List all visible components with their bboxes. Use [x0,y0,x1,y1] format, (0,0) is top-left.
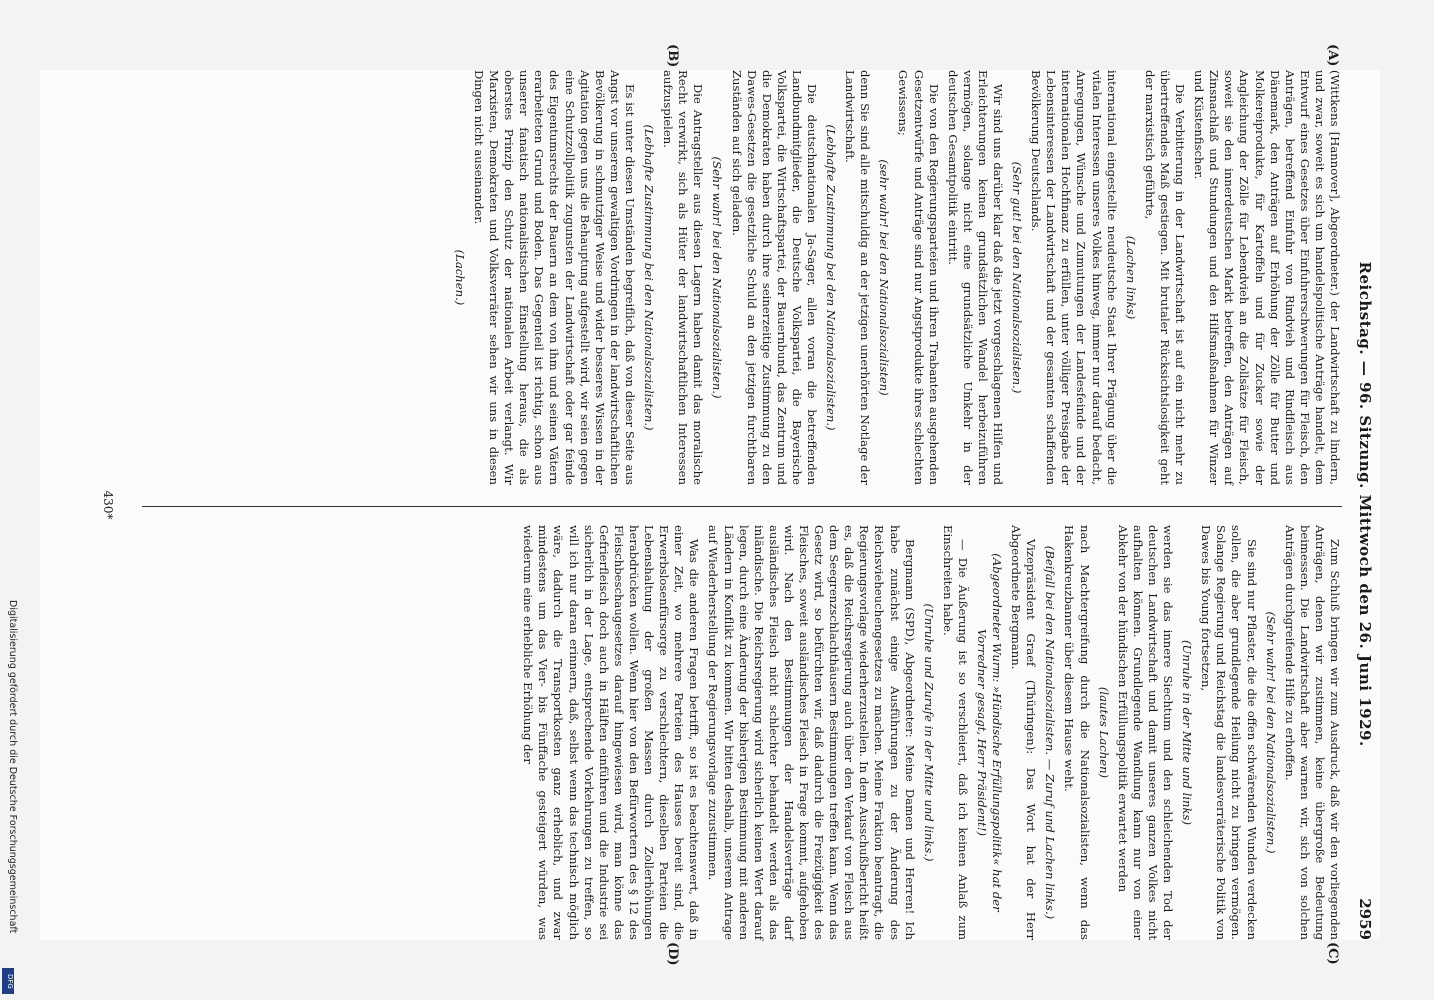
right-column [516,525,1342,940]
stage-direction: (Abgeordneter Wurm: »Hündische Erfüllungspolitik« hat der Vorredner gesagt, Herr Präsident!) [975,553,1005,912]
dfg-logo: DFG [2,968,14,994]
stage-direction: (lautes Lachen) [1096,686,1111,779]
stage-direction: (Unruhe und Zurufe in der Mitte und links.) [921,603,936,862]
stage-direction: (Sehr wahr! bei den Nationalsozialisten.) [1263,611,1278,854]
stage-direction: (Sehr gut! bei den Nationalsozialisten.) [1010,161,1025,394]
stage-direction: (Unruhe in der Mitte und links) [1180,639,1195,826]
paragraph: Was die anderen Fragen betrifft, so ist es beachtenswert, daß in einer Zeit, wo mehrere Parteien des Hauses bereit sind, die Erwerbslosenfürsorge zu verschlechtern, dieselben Parteien die Lebenshaltung der großen Massen durch Zollerhöhungen herabdrücken wollen. Wenn hier von den Befürwortern des § 12 des Fleischbeschaugesetzes darauf hingewiesen wird, man könne das Gefrierfleisch doch auch in Hälften einführen und die Industrie sei sicherlich in der Lage, entsprechende Vorkehrungen zu treffen, so will ich nur daran erinnern, daß, selbst wenn das technisch möglich wäre, dadurch die Transportkosten ganz erheblich, und zwar mindestens um das Vier- bis Fünffache gesteigert würden, was wiederum eine erhebliche Erhöhung der [521,525,702,940]
paragraph: Die von den Regierungsparteien und ihren Trabanten ausgehenden Gesetzentwürfe und Anträge sind nur Angstprodukte ihres schlechten Gewissens; [896,70,941,485]
paragraph: Die Verbitterung in der Landwirtschaft ist auf ein nicht mehr zu übertreffendes Maß gestiegen. Mit brutaler Rücksichtslosigkeit geht der marxistisch geführte, [1142,70,1188,485]
paragraph: Bergmann (SPD), Abgeordneter: Meine Damen und Herren! Ich habe zunächst einige Ausführungen zu der Änderung des Reichsvieheuchengesetzes zu machen. Meine Fraktion beantragt, die Regierungsvorlage wiederherzustellen. In dem Ausschußbericht heißt es, daß die Reichsregierung auch über den Verkauf von Fleisch aus dem Seegrenzschlachthäusern Bestimmungen treffen kann. Wenn das Gesetz wird, so befürchten wir, daß dadurch die Freizügigkeit des Fleisches, soweit ausländisches Fleisch in Frage kommt, aufgehoben wird. Nach den Bestimmungen der Handelsverträge darf ausländisches Fleisch nicht schlechter behandelt werden als das inländische. Die Reichsregierung wird sicherlich keinen Wert darauf legen, durch eine Änderung der bisherigen Bestimmung mit anderen Ländern in Konflikt zu kommen. Wir bitten deshalb, unserem Antrage auf Wiederherstellung der Regierungsvorlage zuzustimmen. [706,525,917,940]
stage-direction: (Lebhafte Zustimmung bei den Nationalsozialisten.) [824,124,839,431]
paragraph: Wir sind uns darüber klar daß die jetzt vorgeschlagenen Hilfen und Erleichterungen keinen grundsätzlichen Wandel herbeizuführen vermögen, solange nicht eine grundsätzliche Umkehr in der deutschen Gesamtpolitik eintritt. [945,70,1006,485]
column-divider [142,506,1342,507]
digitization-credit: Digitalisierung gefördert durch die Deutsche Forschungsgemeinschaft [7,600,18,934]
stage-direction: (Sehr wahr! bei den Nationalsozialisten.) [710,156,725,399]
paragraph: Sie sind nur Pflaster, die die offen schwärenden Wunden verdecken sollen, die aber grundlegende Heilung nicht zu bringen vermögen. Solange Regierung und Reichstag die landesverräterische Politik von Dawes bis Young fortsetzen, [1199,525,1259,940]
margin-mark-a: (A) [1325,44,1340,67]
running-title: Reichstag. — 96. Sitzung. Mittwoch den 26. Juni 1929. [1356,261,1374,747]
stage-direction: (Beifall bei den Nationalsozialisten. — Zuruf und Lachen links.) [1043,545,1058,920]
rotated-page-content [40,44,1380,966]
paragraph: Die Antragsteller aus diesen Lagern haben damit das moralische Recht verwirkt, sich als Hüter der landwirtschaftlichen Interessen aufzuspielen. [661,70,706,485]
left-column [448,70,1342,485]
stage-direction: (Lachen.) [452,249,467,306]
paragraph: werden sie das innere Siechtum und den schleichenden Tod der deutschen Landwirtschaft und damit unseres ganzen Volkes nicht aufhalten können. Grundlegende Wandlung kann nur von einer Abkehr von der hündischen Erfüllungspolitik erwartet werden [1115,525,1176,940]
paragraph: (Wittkens [Hannover], Abgeordneter.) der Landwirtschaft zu lindern, und zwar, soweit es sich um handelspolitische Anträge handelt, dem Entwurf eines Gesetzes über Einfuhrerschwerungen für Fleisch, den Anträgen, betreffend Einfuhr von Rindvieh und Rindfleisch aus Dänemark, den Anträgen auf Erhöhung der Zölle für Butter und Molkereiprodukte, für Kartoffeln und für Zucker sowie der Angleichung der Zölle für Lebendvieh an die Zollsätze für Fleisch, soweit sie den innerdeutschen Markt betreffen, den Anträgen auf Zinsnachlaß und Stundungen und den Hilfsmaßnahmen für Winzer und Küstenfischer. [1192,70,1342,485]
stage-direction: (Lachen links) [1123,235,1138,320]
page-number: 2959 [1356,898,1374,940]
paragraph: denn Sie sind alle mitschuldig an der jetzigen unerhörten Notlage der Landwirtschaft. [843,70,873,485]
paragraph: Es ist unter diesen Umständen begreiflich, daß von dieser Seite aus Angst vor unserem gewaltigen Vordringen in der landwirtschaftlichen Bevölkerung in schmutziger Weise und wider besseres Wissen in der Agitation gegen uns die Behauptung aufgestellt wird, wir seien gegen eine Schutzzollpolitik zugunsten der Landwirtschaft oder gar feinde des Eigentumsrechts der Bauern an dem von ihm und seinen Vätern erarbeiteten Grund und Boden. Das Gegenteil ist richtig, schon aus unserer fanatisch nationalistischen Einstellung heraus, die als oberstes Prinzip den Schutz der nationalen Arbeit verlangt. Wir Marxisten, Demokraten und Volksverräter sehen wir uns in diesen Dingen nicht auseinander. [472,70,637,485]
paragraph: nach Machtergreifung durch die Nationalsozialisten, wenn das Hakenkreuzbanner über diesem Hause weht. [1062,525,1092,940]
paragraph: international eingestellte neudeutsche Staat Ihrer Prägung über die vitalen Interessen unseres Volkes hinweg, immer nur darauf bedacht, Anregungen, Wünsche und Zumutungen der Landesfeinde und der internationalen Hochfinanz zu erfüllen, unter völliger Preisgabe der Lebensinteressen der Landwirtschaft und der gesamten schaffenden Bevölkerung Deutschlands. [1029,70,1119,485]
paragraph: Die deutschnationalen Ja-Sager, allen voran die betreffenden Landbundmitglieder, die Deutsche Volkspartei, die Bayerische Volkspartei, die Wirtschaftspartei, der Bauernbund, das Zentrum und die Demokraten haben durch ihre seinerzeitige Zustimmung zu den Dawes-Gesetzen die gesetzliche Schuld an den jetzigen furchtbaren Zuständen auf sich geladen. [729,70,819,485]
paragraph: Vizepräsident Graef (Thüringen): Das Wort hat der Herr Abgeordnete Bergmann. [1009,525,1039,940]
paragraph: — Die Äußerung ist so verschleiert, daß ich keinen Anlaß zum Einschreiten habe. [940,525,970,940]
paragraph: Zum Schluß bringen wir zum Ausdruck, daß wir den vorliegenden Anträgen, denen wir zustimmen, keine übergroße Bedeutung beimessen. Die Landwirtschaft aber warnen wir, sich von solchen Anträgen durchgreifende Hilfe zu erhoffen. [1282,525,1342,940]
margin-mark-b: (B) [665,44,680,68]
margin-mark-c: (C) [1325,942,1340,965]
margin-mark-d: (D) [665,942,680,966]
page-header [1350,70,1380,940]
page-signature: 430* [101,490,115,520]
stage-direction: (sehr wahr! bei den Nationalsozialisten) [877,159,892,396]
stage-direction: (Lebhafte Zustimmung bei den Nationalsozialisten.) [642,124,657,431]
